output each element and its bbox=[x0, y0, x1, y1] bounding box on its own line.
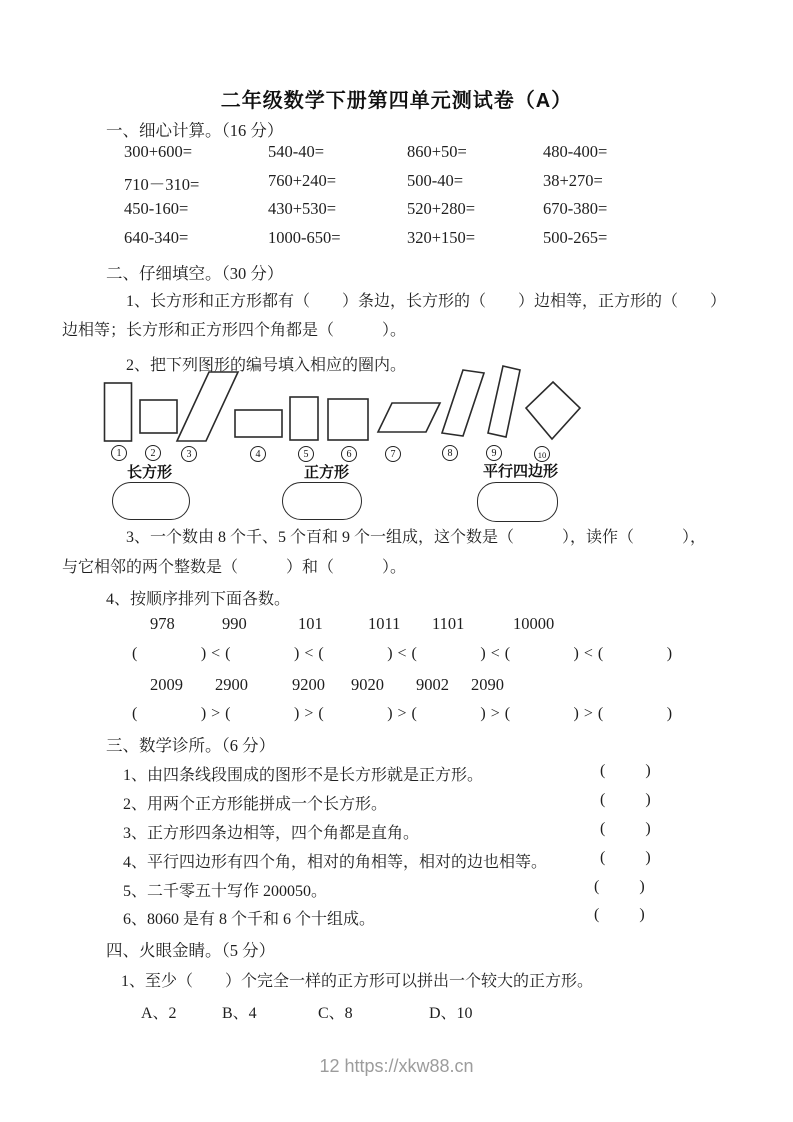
shape-1-rectangle bbox=[105, 383, 132, 441]
judge-item-2: 2、用两个正方形能拼成一个长方形。 bbox=[123, 796, 388, 813]
q4-compare-row1: ( ) < ( ) < ( ) < ( ) < ( ) < ( ) bbox=[132, 645, 673, 662]
shape-number-2: 2 bbox=[145, 445, 161, 461]
q1-line1: 1、长方形和正方形都有（ ）条边，长方形的（ ）边相等，正方形的（ ） bbox=[126, 293, 727, 310]
shape-number-5: 5 bbox=[298, 446, 314, 462]
number-item: 10000 bbox=[513, 614, 555, 633]
calc-cell: 300+600= bbox=[124, 142, 193, 161]
section1-heading: 一、细心计算。（16 分） bbox=[106, 121, 284, 140]
option-d: D、10 bbox=[429, 1005, 473, 1022]
calc-cell: 1000-650= bbox=[268, 228, 341, 248]
number-item: 101 bbox=[298, 614, 323, 633]
q4-compare-row2: ( ) > ( ) > ( ) > ( ) > ( ) > ( ) bbox=[132, 705, 673, 722]
shape-6-square bbox=[328, 399, 368, 440]
choice-question-1: 1、至少（ ）个完全一样的正方形可以拼出一个较大的正方形。 bbox=[121, 973, 594, 990]
shape-number-8: 8 bbox=[442, 445, 458, 461]
judge-item-5: 5、二千零五十写作 200050。 bbox=[123, 883, 328, 900]
calculation-grid bbox=[124, 142, 744, 257]
shape-5-rectangle bbox=[290, 397, 318, 440]
calc-cell: 500-265= bbox=[543, 228, 608, 248]
shape-number-1: 1 bbox=[111, 445, 127, 461]
page-title: 二年级数学下册第四单元测试卷（A） bbox=[220, 90, 573, 112]
calc-cell: 520+280= bbox=[407, 199, 476, 219]
judge-item-6: 6、8060 是有 8 个千和 6 个十组成。 bbox=[123, 911, 376, 928]
number-item: 990 bbox=[222, 614, 247, 633]
judge-item-3: 3、正方形四条边相等，四个角都是直角。 bbox=[123, 825, 420, 842]
judge-item-1: 1、由四条线段围成的图形不是长方形就是正方形。 bbox=[123, 767, 484, 784]
judge-blank-4: ( ) bbox=[600, 849, 651, 866]
number-item: 9002 bbox=[416, 675, 449, 694]
footer-url: 12 https://xkw88.cn bbox=[319, 1056, 474, 1076]
judge-blank-6: ( ) bbox=[594, 906, 645, 923]
shape-9-parallelogram bbox=[488, 366, 520, 437]
shape-7-parallelogram bbox=[378, 403, 440, 432]
answer-oval-parallelogram bbox=[477, 482, 558, 522]
group-label-rectangle: 长方形 bbox=[127, 464, 173, 481]
judge-blank-1: ( ) bbox=[600, 762, 651, 779]
number-item: 1101 bbox=[432, 614, 465, 633]
answer-oval-square bbox=[282, 482, 362, 520]
section3-heading: 三、数学诊所。（6 分） bbox=[106, 736, 276, 755]
shape-4-rectangle bbox=[235, 410, 282, 437]
group-label-square: 正方形 bbox=[304, 464, 350, 481]
number-item: 2009 bbox=[150, 675, 183, 694]
calc-cell: 760+240= bbox=[268, 170, 337, 190]
shape-number-9: 9 bbox=[486, 445, 502, 461]
calc-cell: 38+270= bbox=[543, 170, 603, 190]
shape-number-10: 10 bbox=[534, 446, 550, 462]
number-item: 9020 bbox=[351, 675, 384, 694]
calc-cell: 320+150= bbox=[407, 228, 476, 248]
calc-cell: 450-160= bbox=[124, 199, 189, 219]
judge-blank-3: ( ) bbox=[600, 820, 651, 837]
section2-heading: 二、仔细填空。（30 分） bbox=[106, 264, 284, 283]
judge-blank-5: ( ) bbox=[594, 878, 645, 895]
judge-item-4: 4、平行四边形有四个角，相对的角相等，相对的边也相等。 bbox=[123, 854, 548, 871]
group-label-parallelogram: 平行四边形 bbox=[483, 463, 559, 480]
calc-cell: 710－310= bbox=[124, 174, 200, 194]
shape-10-diamond bbox=[526, 382, 580, 439]
shape-number-4: 4 bbox=[250, 446, 266, 462]
calc-cell: 640-340= bbox=[124, 228, 189, 248]
number-item: 9200 bbox=[292, 675, 325, 694]
q2-prompt: 2、把下列图形的编号填入相应的圈内。 bbox=[126, 357, 407, 374]
section4-heading: 四、火眼金睛。（5 分） bbox=[106, 941, 276, 960]
number-item: 978 bbox=[150, 614, 175, 633]
option-a: A、2 bbox=[141, 1005, 177, 1022]
q3-line1: 3、一个数由 8 个千、5 个百和 9 个一组成，这个数是（ ），读作（ ）， bbox=[126, 529, 707, 546]
option-b: B、4 bbox=[222, 1005, 257, 1022]
calc-cell: 540-40= bbox=[268, 142, 325, 161]
q3-line2: 与它相邻的两个整数是（ ）和（ ）。 bbox=[62, 559, 407, 576]
answer-oval-rectangle bbox=[112, 482, 190, 520]
option-c: C、8 bbox=[318, 1005, 353, 1022]
shape-number-3: 3 bbox=[181, 446, 197, 462]
shape-8-parallelogram bbox=[442, 370, 484, 436]
judge-blank-2: ( ) bbox=[600, 791, 651, 808]
calc-cell: 860+50= bbox=[407, 142, 467, 161]
shape-number-6: 6 bbox=[341, 446, 357, 462]
calc-cell: 670-380= bbox=[543, 199, 608, 219]
shapes-figure bbox=[98, 365, 584, 445]
shape-number-7: 7 bbox=[385, 446, 401, 462]
number-item: 2090 bbox=[471, 675, 504, 694]
q4-prompt: 4、按顺序排列下面各数。 bbox=[106, 591, 291, 608]
shape-2-square bbox=[140, 400, 177, 433]
number-item: 1011 bbox=[368, 614, 401, 633]
shape-3-parallelogram bbox=[177, 372, 238, 441]
calc-cell: 480-400= bbox=[543, 142, 608, 161]
q1-line2: 边相等；长方形和正方形四个角都是（ ）。 bbox=[62, 322, 407, 339]
number-item: 2900 bbox=[215, 675, 248, 694]
calc-cell: 500-40= bbox=[407, 170, 464, 190]
calc-cell: 430+530= bbox=[268, 199, 337, 219]
